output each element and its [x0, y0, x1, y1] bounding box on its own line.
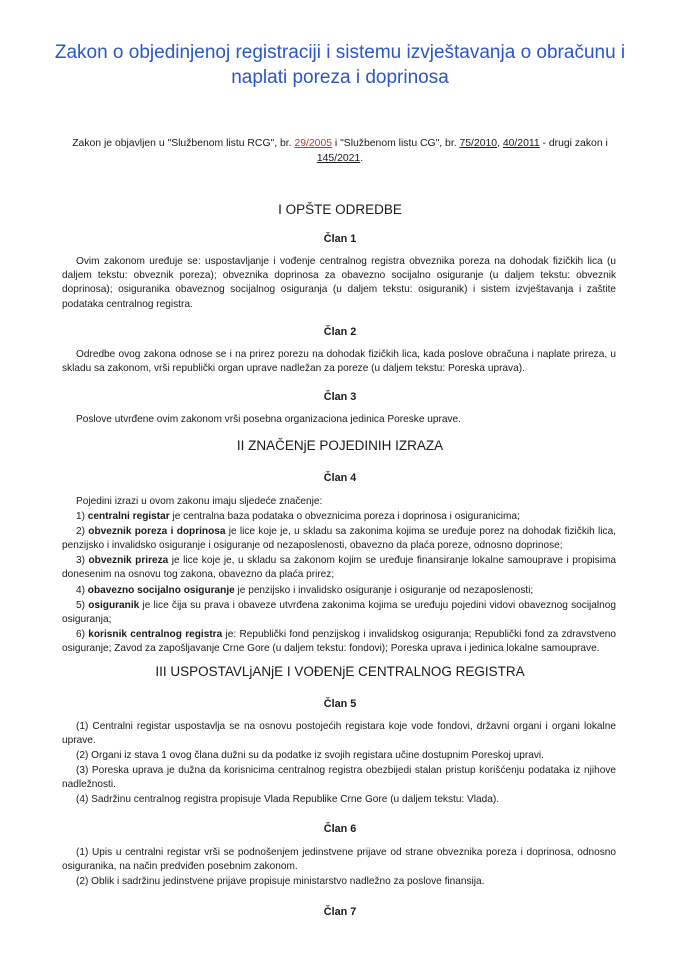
publication-note: Zakon je objavljen u "Službenom listu RCG", br. 29/2005 i "Službenom listu CG", br. 75/2010, 40/2011 - drugi zakon i 145/2021.: [72, 138, 608, 164]
definition-item-4: 4) obavezno socijalno osiguranje je penzijsko i invalidsko osiguranje i osiguranje od nezaposlenosti;: [76, 585, 534, 596]
gazette-link-75-2010[interactable]: 75/2010: [459, 138, 498, 149]
definition-item-1: 1) centralni registar je centralna baza podataka o obveznicima poreza i doprinosa i osiguranicima;: [76, 511, 520, 522]
article-6-paragraph-2: (2) Oblik i sadržinu jedinstvene prijave propisuje ministarstvo nadležno za poslove finansija.: [76, 876, 485, 887]
article-5-paragraph-1: (1) Centralni registar uspostavlja se na osnovu postojećih registara koje vode fondovi, državni organi i organi lokalne uprave.: [62, 721, 616, 747]
article-4-heading: Član 4: [323, 472, 357, 484]
section-heading-1: I OPŠTE ODREDBE: [278, 202, 402, 217]
section-heading-2: II ZNAČENjE POJEDINIH IZRAZA: [236, 438, 444, 453]
definition-item-2: 2) obveznik poreza i doprinosa je lice koje je, u skladu sa zakonima kojima se uređuje porez na dohodak fizičkih lica, penzijsko i invalidsko osiguranje i osiguranje od nezaposlenosti, obavezno da plaća poreze, odnosno doprinose;: [62, 526, 616, 552]
article-5-paragraph-4: (4) Sadržinu centralnog registra propisuje Vlada Republike Crne Gore (u daljem tekstu: Vlada).: [76, 794, 500, 805]
document-title: Zakon o objedinjenoj registraciji i sistemu izvještavanja o obračunu i naplati poreza i doprinosa: [54, 42, 626, 88]
section-heading-3: III USPOSTAVLjANjE I VOĐENjE CENTRALNOG REGISTRA: [155, 664, 525, 679]
article-6-heading: Član 6: [323, 823, 357, 835]
article-6-paragraph-1: (1) Upis u centralni registar vrši se podnošenjem jedinstvene prijave od strane obveznika poreza i doprinosa, odnosno osiguranika, na način predviđen posebnim zakonom.: [62, 847, 616, 873]
article-2-heading: Član 2: [323, 326, 357, 338]
definition-item-3: 3) obveznik prireza je lice koje je, u skladu sa zakonom kojim se uređuje finansiranje lokalne samouprave i propisima donesenim na osnovu tog zakona, obavezno da plaća prirez;: [62, 555, 616, 581]
article-5-paragraph-2: (2) Organi iz stava 1 ovog člana dužni su da podatke iz svojih registara učine dostupnim Poreskoj upravi.: [76, 750, 544, 761]
article-2-paragraph: Odredbe ovog zakona odnose se i na prirez porezu na dohodak fizičkih lica, kada poslove obračuna i naplate prireza, u skladu sa zakonom, vrši republički organ uprave nadležan za poreze (u daljem tekstu: Poreska uprava).: [62, 349, 616, 375]
article-4-intro: Pojedini izrazi u ovom zakonu imaju sljedeće značenje:: [76, 496, 323, 507]
gazette-link-40-2011[interactable]: 40/2011: [502, 138, 540, 149]
definition-item-6: 6) korisnik centralnog registra je: Republički fond penzijskog i invalidskog osiguranja; Republički fond za zdravstveno osiguranje; Zavod za zapošljavanje Crne Gore (u daljem tekstu: fondovi); Poreska uprava i jedinica lokalne samouprave.: [62, 629, 616, 655]
article-5-heading: Član 5: [323, 698, 357, 710]
article-3-heading: Član 3: [323, 391, 357, 403]
gazette-link-29-2005[interactable]: 29/2005: [294, 138, 332, 149]
article-1-heading: Član 1: [323, 233, 357, 245]
definition-item-5: 5) osiguranik je lice čija su prava i obaveze utvrđena zakonima kojima se uređuju pojedini vidovi obaveznog socijalnog osiguranja;: [62, 600, 617, 626]
article-1-paragraph: Ovim zakonom uređuje se: uspostavljanje i vođenje centralnog registra obveznika poreza na dohodak fizičkih lica (u daljem tekstu: obveznik poreza); obveznika doprinosa za obavezno socijalno osiguranje (u daljem tekstu: obveznik doprinosa); osiguranika obaveznog socijalnog osiguranja (u daljem tekstu: osiguranik) i sistem izvještavanja i zaštite podataka centralnog registra.: [62, 256, 616, 310]
gazette-link-145-2021[interactable]: 145/2021: [316, 153, 361, 164]
article-7-heading: Član 7: [323, 906, 357, 918]
article-5-paragraph-3: (3) Poreska uprava je dužna da korisnicima centralnog registra obezbijedi stalan pristup korišćenju podataka iz njihove nadležnosti.: [62, 765, 616, 791]
article-3-paragraph: Poslove utvrđene ovim zakonom vrši posebna organizaciona jedinica Poreske uprave.: [76, 414, 461, 425]
